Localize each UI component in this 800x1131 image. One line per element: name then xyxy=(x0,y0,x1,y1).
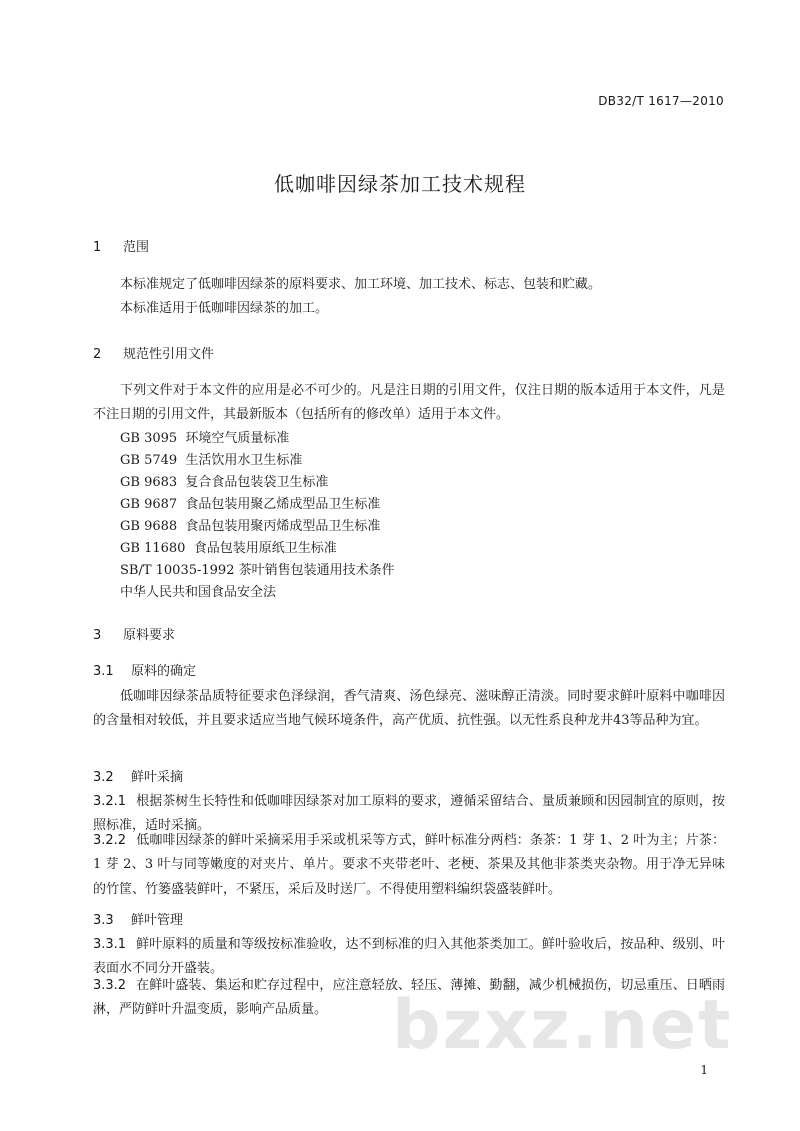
subsection-3-2-title: 鲜叶采摘 xyxy=(131,770,184,785)
section-1-heading xyxy=(93,236,149,255)
section-2-number: 2 xyxy=(93,347,102,362)
section-2-intro: 下列文件对于本文件的应用是必不可少的。凡是注日期的引用文件，仅注日期的版本适用于本文件，凡是不注日期的引用文件，其最新版本（包括所有的修改单）适用于本文件。 xyxy=(93,383,725,423)
section-1-paragraph-2: 本标准适用于低咖啡因绿茶的加工。 xyxy=(120,301,329,316)
subsection-3-3-heading xyxy=(93,909,183,928)
reference-item: GB 9688 食品包装用聚丙烯成型品卫生标准 xyxy=(120,519,381,534)
subsection-3-3-number: 3.3 xyxy=(93,913,114,928)
page-number: 1 xyxy=(700,1063,708,1077)
section-1-paragraph-1: 本标准规定了低咖啡因绿茶的原料要求、加工环境、加工技术、标志、包装和贮藏。 xyxy=(120,277,602,292)
clause-3-2-2-text: 低咖啡因绿茶的鲜叶采摘采用手采或机采等方式，鲜叶标准分两档：条茶：1 芽 1、2 叶为主；片茶：1 芽 2、3 叶与同等嫩度的对夹片、单片。要求不夹带老叶、老梗、茶果及其他非茶类夹杂物。用于净无异味的竹筐、竹篓盛装鲜叶，不紧压，采后及时送厂。不得使用塑料编织袋盛装鲜叶。 xyxy=(93,833,725,897)
watermark: bzxz.net xyxy=(392,986,733,1065)
clause-3-2-2 xyxy=(93,829,725,902)
subsection-3-1-heading xyxy=(93,660,196,679)
reference-item: GB 9683 复合食品包装袋卫生标准 xyxy=(120,475,329,490)
clause-3-3-2-text: 在鲜叶盛装、集运和贮存过程中，应注意轻放、轻压、薄摊、勤翻，减少机械损伤，切忌重压、日晒雨淋，严防鲜叶升温变质，影响产品质量。 xyxy=(93,978,725,1018)
section-3-title: 原料要求 xyxy=(123,628,176,643)
reference-item: SB/T 10035-1992 茶叶销售包装通用技术条件 xyxy=(120,563,395,578)
clause-3-2-2-number: 3.2.2 xyxy=(93,833,127,848)
section-1-number: 1 xyxy=(93,240,102,255)
document-code: DB32/T 1617—2010 xyxy=(598,94,724,108)
reference-item: GB 11680 食品包装用原纸卫生标准 xyxy=(120,541,337,556)
clause-3-2-1-number: 3.2.1 xyxy=(93,794,127,809)
reference-item: GB 3095 环境空气质量标准 xyxy=(120,431,290,446)
reference-item: 中华人民共和国食品安全法 xyxy=(120,585,277,600)
section-2-heading xyxy=(93,343,214,362)
subsection-3-2-number: 3.2 xyxy=(93,770,114,785)
subsection-3-1-number: 3.1 xyxy=(93,664,114,679)
section-3-heading xyxy=(93,624,175,643)
section-3-number: 3 xyxy=(93,628,102,643)
section-2-title: 规范性引用文件 xyxy=(123,347,215,362)
subsection-3-1-title: 原料的确定 xyxy=(131,664,197,679)
subsection-3-2-heading xyxy=(93,766,183,785)
section-1-title: 范围 xyxy=(123,240,150,255)
reference-item: GB 5749 生活饮用水卫生标准 xyxy=(120,453,303,468)
clause-3-3-1-text: 鲜叶原料的质量和等级按标准验收，达不到标准的归入其他茶类加工。鲜叶验收后，按品种、级别、叶表面水不同分开盛装。 xyxy=(93,937,725,977)
document-title: 低咖啡因绿茶加工技术规程 xyxy=(274,172,526,196)
subsection-3-3-title: 鲜叶管理 xyxy=(131,913,184,928)
subsection-3-1-text: 低咖啡因绿茶品质特征要求色泽绿润，香气清爽、汤色绿亮、滋味醇正清淡。同时要求鲜叶原料中咖啡因的含量相对较低，并且要求适应当地气候环境条件，高产优质、抗性强。以无性系良种龙井43等品种为宜。 xyxy=(93,689,725,729)
clause-3-3-2-number: 3.3.2 xyxy=(93,978,127,993)
clause-3-3-1-number: 3.3.1 xyxy=(93,937,127,952)
clause-3-2-1-text: 根据茶树生长特性和低咖啡因绿茶对加工原料的要求，遵循采留结合、量质兼顾和因园制宜的原则，按照标准，适时采摘。 xyxy=(93,794,725,834)
reference-item: GB 9687 食品包装用聚乙烯成型品卫生标准 xyxy=(120,497,381,512)
